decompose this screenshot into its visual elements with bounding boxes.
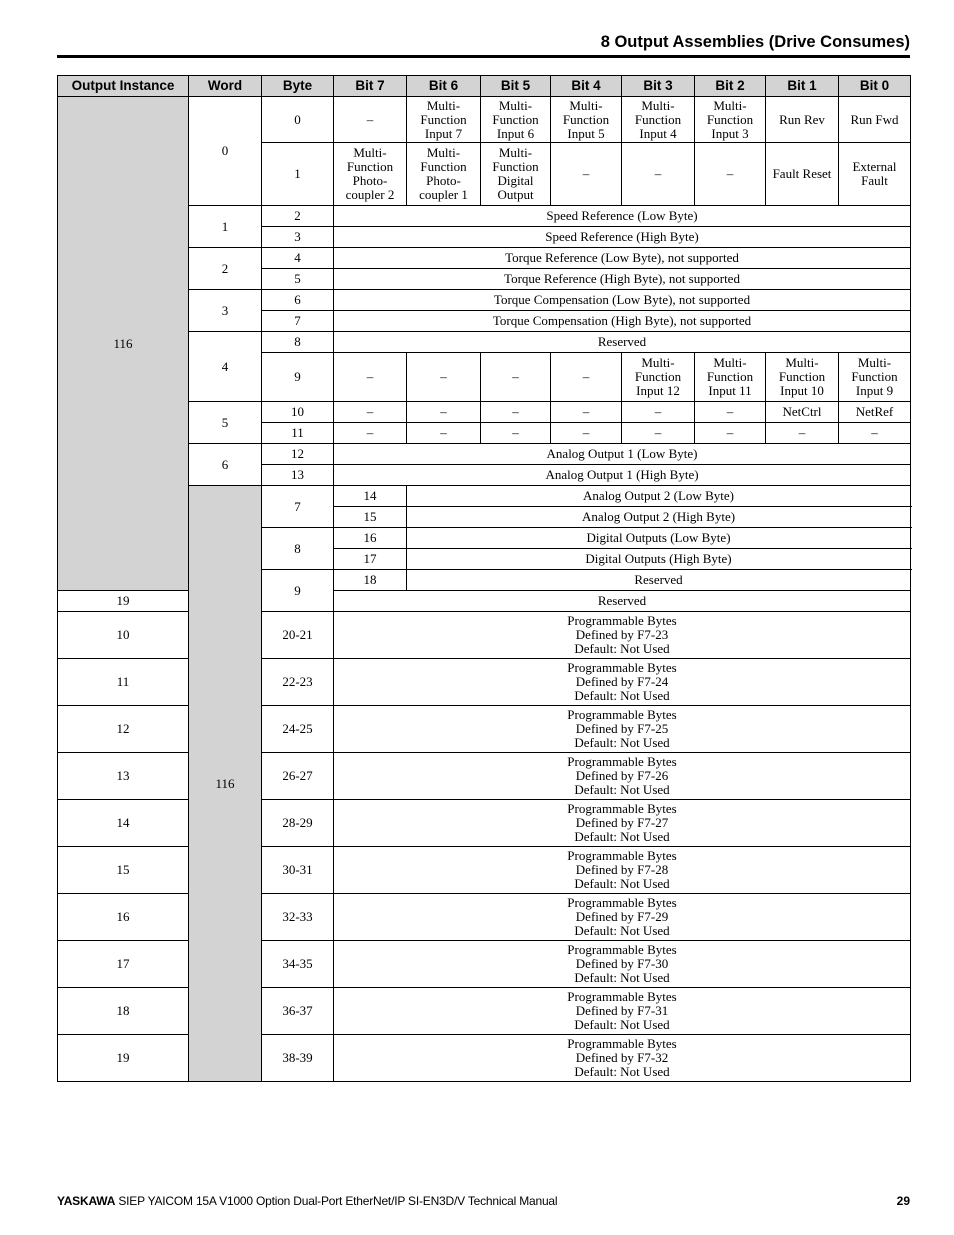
byte-cell: 12 — [262, 444, 334, 465]
word-cell: 4 — [189, 332, 262, 402]
table-row — [58, 612, 911, 659]
bit-cell: – — [407, 402, 481, 423]
byte-cell: 26-27 — [262, 753, 334, 800]
col-header: Bit 1 — [766, 76, 839, 97]
bit-cell: NetRef — [839, 402, 911, 423]
bit-cell: – — [695, 423, 766, 444]
table-row — [58, 800, 911, 847]
byte-cell: 2 — [262, 206, 334, 227]
word-cell: 12 — [58, 706, 189, 753]
bit-cell: – — [334, 97, 407, 143]
bit-cell: NetCtrl — [766, 402, 839, 423]
byte-cell: 30-31 — [262, 847, 334, 894]
bit-cell: – — [551, 423, 622, 444]
span-cell: Reserved — [334, 332, 911, 353]
bit-cell: Multi- Function Input 11 — [695, 353, 766, 402]
word-cell: 19 — [58, 1035, 189, 1082]
byte-cell: 24-25 — [262, 706, 334, 753]
table-row — [58, 753, 911, 800]
bit-cell: – — [551, 143, 622, 206]
bit-cell: – — [695, 143, 766, 206]
footer-brand: YASKAWA — [57, 1194, 116, 1208]
byte-cell: 19 — [58, 591, 189, 612]
programmable-cell: Programmable Bytes Defined by F7-30 Default: Not Used — [334, 941, 911, 988]
span-cell: Analog Output 2 (Low Byte) — [407, 486, 911, 507]
col-header: Output Instance — [58, 76, 189, 97]
word-cell: 7 — [262, 486, 334, 528]
byte-cell: 20-21 — [262, 612, 334, 659]
byte-cell: 3 — [262, 227, 334, 248]
bit-cell: – — [481, 402, 551, 423]
bit-cell: – — [551, 402, 622, 423]
bit-cell: External Fault — [839, 143, 911, 206]
programmable-cell: Programmable Bytes Defined by F7-31 Default: Not Used — [334, 988, 911, 1035]
word-cell: 11 — [58, 659, 189, 706]
footer-manual-title: SIEP YAICOM 15A V1000 Option Dual-Port EtherNet/IP SI-EN3D/V Technical Manual — [115, 1194, 558, 1208]
bit-cell: – — [622, 143, 695, 206]
col-header: Bit 5 — [481, 76, 551, 97]
bit-cell: Multi- Function Input 5 — [551, 97, 622, 143]
bit-cell: Run Rev — [766, 97, 839, 143]
word-cell: 18 — [58, 988, 189, 1035]
span-cell: Speed Reference (High Byte) — [334, 227, 911, 248]
byte-cell: 32-33 — [262, 894, 334, 941]
bit-cell: Fault Reset — [766, 143, 839, 206]
table-row — [58, 988, 911, 1035]
bit-cell: Multi- Function Input 9 — [839, 353, 911, 402]
output-instance-cell: 116 — [58, 97, 189, 591]
table-row — [58, 591, 911, 612]
bit-cell: Multi- Function Photo- coupler 2 — [334, 143, 407, 206]
bit-cell: Multi- Function Input 4 — [622, 97, 695, 143]
word-cell: 3 — [189, 290, 262, 332]
col-header: Bit 0 — [839, 76, 911, 97]
bit-cell: – — [334, 402, 407, 423]
programmable-cell: Programmable Bytes Defined by F7-27 Default: Not Used — [334, 800, 911, 847]
table-row — [58, 847, 911, 894]
table-body — [58, 97, 911, 1082]
col-header: Bit 4 — [551, 76, 622, 97]
span-cell: Torque Reference (Low Byte), not supported — [334, 248, 911, 269]
programmable-cell: Programmable Bytes Defined by F7-32 Default: Not Used — [334, 1035, 911, 1082]
word-cell: 1 — [189, 206, 262, 248]
span-cell: Torque Reference (High Byte), not supported — [334, 269, 911, 290]
output-instance-cell: 116 — [189, 486, 262, 1082]
span-cell: Reserved — [407, 570, 911, 591]
col-header: Byte — [262, 76, 334, 97]
byte-cell: 22-23 — [262, 659, 334, 706]
word-cell: 17 — [58, 941, 189, 988]
programmable-cell: Programmable Bytes Defined by F7-26 Default: Not Used — [334, 753, 911, 800]
word-cell: 14 — [58, 800, 189, 847]
col-header: Bit 3 — [622, 76, 695, 97]
byte-cell: 34-35 — [262, 941, 334, 988]
page-header — [57, 33, 910, 58]
table-row — [58, 706, 911, 753]
span-cell: Digital Outputs (High Byte) — [407, 549, 911, 570]
output-assembly-table — [57, 75, 911, 1082]
word-cell: 8 — [262, 528, 334, 570]
col-header: Bit 7 — [334, 76, 407, 97]
word-cell: 15 — [58, 847, 189, 894]
bit-cell: – — [766, 423, 839, 444]
byte-cell: 18 — [334, 570, 407, 591]
col-header: Bit 6 — [407, 76, 481, 97]
byte-cell: 17 — [334, 549, 407, 570]
byte-cell: 16 — [334, 528, 407, 549]
bit-cell: – — [481, 423, 551, 444]
span-cell: Analog Output 1 (Low Byte) — [334, 444, 911, 465]
byte-cell: 1 — [262, 143, 334, 206]
byte-cell: 10 — [262, 402, 334, 423]
byte-cell: 15 — [334, 507, 407, 528]
programmable-cell: Programmable Bytes Defined by F7-25 Default: Not Used — [334, 706, 911, 753]
table-row — [58, 941, 911, 988]
word-cell: 9 — [262, 570, 334, 612]
byte-cell: 7 — [262, 311, 334, 332]
span-cell: Analog Output 1 (High Byte) — [334, 465, 911, 486]
byte-cell: 0 — [262, 97, 334, 143]
table-row — [58, 1035, 911, 1082]
word-cell: 13 — [58, 753, 189, 800]
word-cell: 16 — [58, 894, 189, 941]
bit-cell: – — [622, 423, 695, 444]
byte-cell: 38-39 — [262, 1035, 334, 1082]
word-cell: 0 — [189, 97, 262, 206]
bit-cell: – — [407, 423, 481, 444]
byte-cell: 4 — [262, 248, 334, 269]
table-row — [58, 97, 911, 143]
bit-cell: Multi- Function Input 3 — [695, 97, 766, 143]
byte-cell: 8 — [262, 332, 334, 353]
page-number: 29 — [896, 1194, 910, 1208]
byte-cell: 14 — [334, 486, 407, 507]
byte-cell: 36-37 — [262, 988, 334, 1035]
section-title: 8 Output Assemblies (Drive Consumes) — [600, 33, 910, 51]
bit-cell: Multi- Function Digital Output — [481, 143, 551, 206]
bit-cell: – — [839, 423, 911, 444]
word-cell: 5 — [189, 402, 262, 444]
word-cell: 6 — [189, 444, 262, 486]
span-cell: Speed Reference (Low Byte) — [334, 206, 911, 227]
span-cell: Analog Output 2 (High Byte) — [407, 507, 911, 528]
bit-cell: Multi- Function Photo- coupler 1 — [407, 143, 481, 206]
byte-cell: 5 — [262, 269, 334, 290]
bit-cell: – — [334, 353, 407, 402]
programmable-cell: Programmable Bytes Defined by F7-29 Default: Not Used — [334, 894, 911, 941]
table-row — [58, 659, 911, 706]
byte-cell: 28-29 — [262, 800, 334, 847]
bit-cell: – — [481, 353, 551, 402]
bit-cell: – — [551, 353, 622, 402]
bit-cell: – — [695, 402, 766, 423]
bit-cell: – — [407, 353, 481, 402]
table-header-row — [58, 76, 911, 97]
span-cell: Reserved — [334, 591, 911, 612]
programmable-cell: Programmable Bytes Defined by F7-28 Default: Not Used — [334, 847, 911, 894]
footer-text — [57, 1194, 557, 1208]
span-cell: Torque Compensation (Low Byte), not supported — [334, 290, 911, 311]
bit-cell: Multi- Function Input 12 — [622, 353, 695, 402]
byte-cell: 6 — [262, 290, 334, 311]
programmable-cell: Programmable Bytes Defined by F7-24 Default: Not Used — [334, 659, 911, 706]
table-row — [58, 894, 911, 941]
span-cell: Digital Outputs (Low Byte) — [407, 528, 911, 549]
span-cell: Torque Compensation (High Byte), not supported — [334, 311, 911, 332]
word-cell: 2 — [189, 248, 262, 290]
col-header: Word — [189, 76, 262, 97]
col-header: Bit 2 — [695, 76, 766, 97]
bit-cell: Multi- Function Input 6 — [481, 97, 551, 143]
bit-cell: Multi- Function Input 10 — [766, 353, 839, 402]
bit-cell: Run Fwd — [839, 97, 911, 143]
programmable-cell: Programmable Bytes Defined by F7-23 Default: Not Used — [334, 612, 911, 659]
byte-cell: 9 — [262, 353, 334, 402]
byte-cell: 11 — [262, 423, 334, 444]
bit-cell: – — [622, 402, 695, 423]
bit-cell: – — [334, 423, 407, 444]
bit-cell: Multi- Function Input 7 — [407, 97, 481, 143]
word-cell: 10 — [58, 612, 189, 659]
byte-cell: 13 — [262, 465, 334, 486]
